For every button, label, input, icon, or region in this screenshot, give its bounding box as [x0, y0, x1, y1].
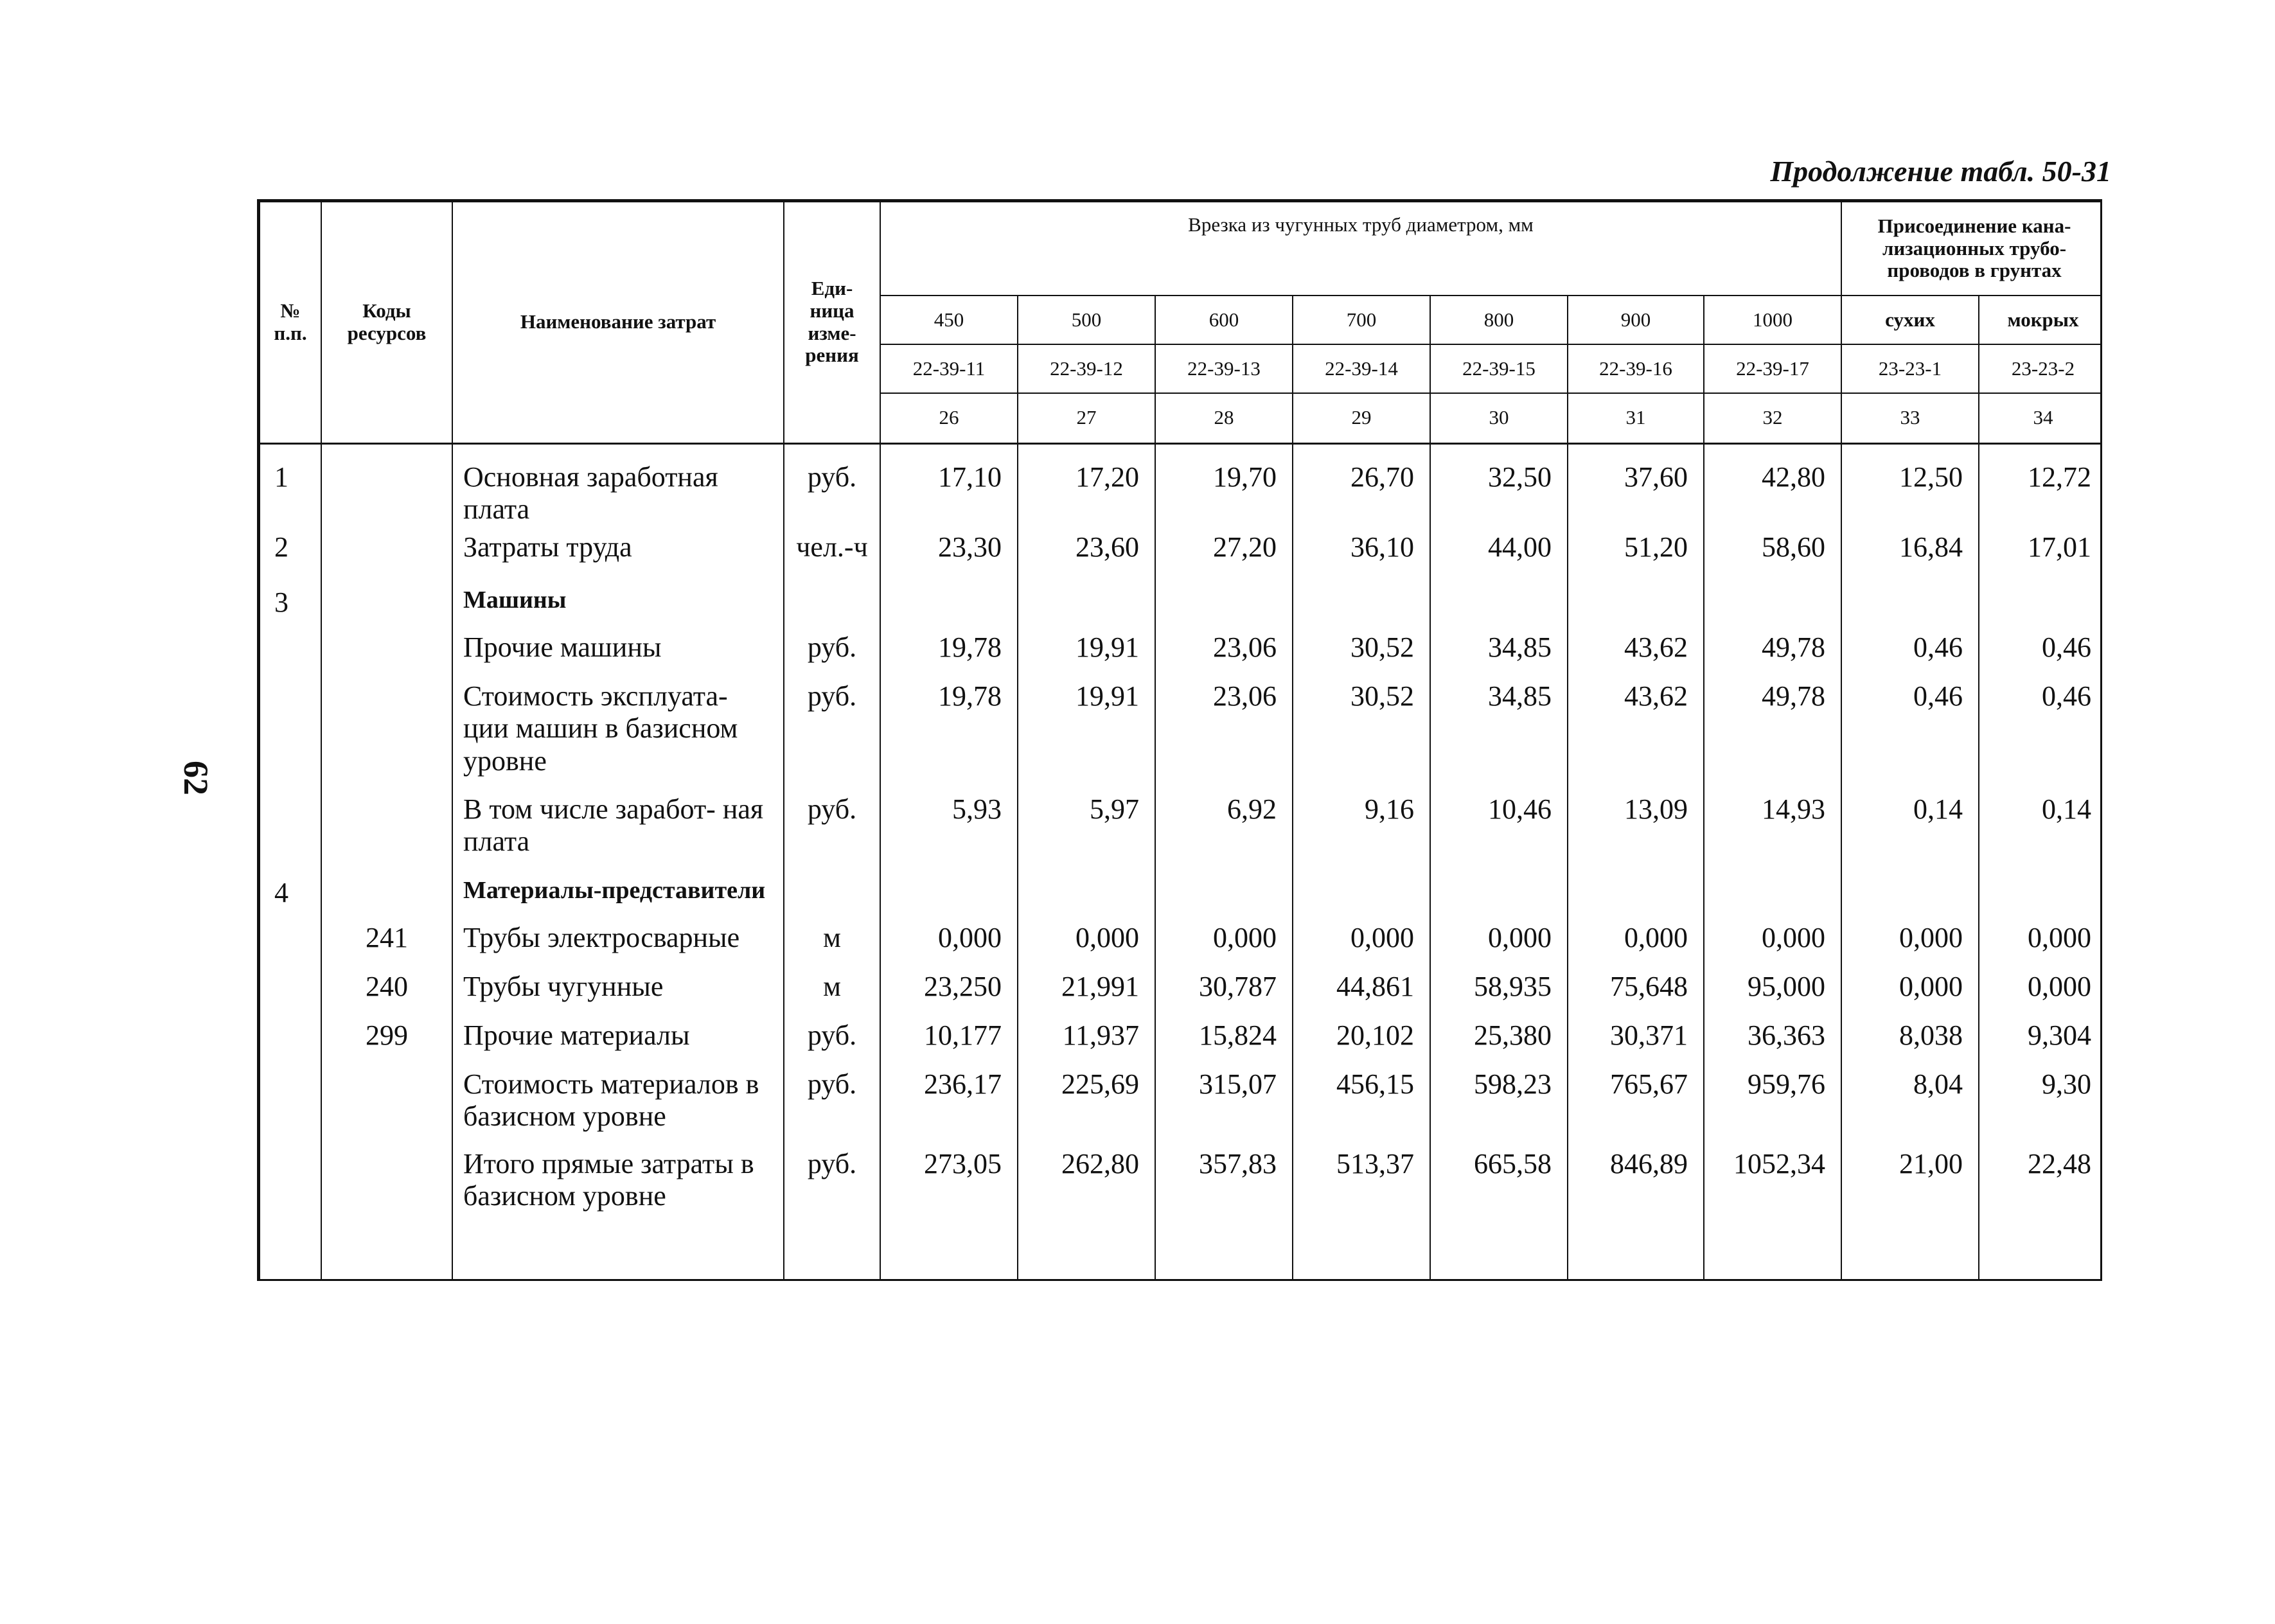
section-heading: Материалы-представители	[452, 874, 784, 919]
cost-name: Трубы чугунные	[452, 968, 784, 1017]
cost-name: Затраты труда	[452, 529, 784, 584]
header-column-number: 28	[1155, 393, 1293, 443]
table-row	[260, 1017, 2102, 1066]
table-row	[260, 968, 2102, 1017]
cost-value: 12,50	[1841, 445, 1979, 529]
cost-value: 44,00	[1430, 529, 1568, 584]
cost-value	[880, 584, 1018, 629]
header-column-code: 23-23-1	[1841, 344, 1979, 393]
cost-value: 16,84	[1841, 529, 1979, 584]
unit-of-measure: руб.	[784, 629, 880, 678]
table-row	[260, 584, 2102, 629]
table-filler-row	[260, 1242, 2102, 1281]
row-number	[260, 968, 321, 1017]
empty-cell	[784, 1242, 880, 1281]
cost-value: 9,30	[1979, 1066, 2102, 1145]
cost-value: 0,46	[1979, 629, 2102, 678]
cost-value: 0,000	[1841, 968, 1979, 1017]
cost-value: 19,78	[880, 629, 1018, 678]
cost-value: 10,46	[1430, 791, 1568, 874]
cost-value: 0,000	[1293, 919, 1430, 968]
cost-value	[1568, 874, 1704, 919]
unit-of-measure: руб.	[784, 1017, 880, 1066]
cost-value	[1293, 584, 1430, 629]
cost-value: 34,85	[1430, 629, 1568, 678]
cost-value	[1293, 874, 1430, 919]
cost-value: 19,91	[1018, 629, 1155, 678]
table-row	[260, 874, 2102, 919]
resource-code	[321, 445, 452, 529]
unit-of-measure: руб.	[784, 678, 880, 791]
resource-code: 240	[321, 968, 452, 1017]
cost-value: 23,06	[1155, 629, 1293, 678]
cost-value: 19,70	[1155, 445, 1293, 529]
cost-value: 34,85	[1430, 678, 1568, 791]
row-number	[260, 1017, 321, 1066]
header-column-number: 31	[1568, 393, 1704, 443]
cost-value: 513,37	[1293, 1145, 1430, 1242]
resource-code	[321, 529, 452, 584]
cost-value: 262,80	[1018, 1145, 1155, 1242]
header-column-number: 32	[1704, 393, 1841, 443]
row-number: 2	[260, 529, 321, 584]
empty-cell	[1155, 1242, 1293, 1281]
cost-value	[1841, 584, 1979, 629]
header-column-number: 30	[1430, 393, 1568, 443]
cost-value: 315,07	[1155, 1066, 1293, 1145]
header-column-number: 33	[1841, 393, 1979, 443]
cost-value: 0,000	[880, 919, 1018, 968]
resource-code: 299	[321, 1017, 452, 1066]
cost-value: 273,05	[880, 1145, 1018, 1242]
unit-of-measure: чел.-ч	[784, 529, 880, 584]
row-number	[260, 629, 321, 678]
cost-value: 0,000	[1979, 919, 2102, 968]
cost-value: 0,46	[1979, 678, 2102, 791]
empty-cell	[1293, 1242, 1430, 1281]
header-column-label: мокрых	[1979, 296, 2102, 344]
cost-value	[1979, 874, 2102, 919]
cost-name: Стоимость материалов в базисном уровне	[452, 1066, 784, 1145]
table-row	[260, 1145, 2102, 1242]
cost-name: Прочие материалы	[452, 1017, 784, 1066]
cost-value: 36,363	[1704, 1017, 1841, 1066]
header-group-pipe-cutting: Врезка из чугунных труб диаметром, мм	[880, 202, 1841, 296]
header-column-code: 22-39-12	[1018, 344, 1155, 393]
cost-value: 95,000	[1704, 968, 1841, 1017]
row-number: 4	[260, 874, 321, 919]
resource-code	[321, 1145, 452, 1242]
cost-value: 37,60	[1568, 445, 1704, 529]
empty-cell	[1018, 1242, 1155, 1281]
header-name: Наименование затрат	[452, 202, 784, 443]
section-heading: Машины	[452, 584, 784, 629]
header-column-label: 500	[1018, 296, 1155, 344]
empty-cell	[321, 1242, 452, 1281]
cost-value: 0,46	[1841, 678, 1979, 791]
cost-value: 665,58	[1430, 1145, 1568, 1242]
cost-value: 23,60	[1018, 529, 1155, 584]
cost-value: 26,70	[1293, 445, 1430, 529]
cost-value: 236,17	[880, 1066, 1018, 1145]
cost-value	[1018, 584, 1155, 629]
cost-value: 43,62	[1568, 678, 1704, 791]
cost-value: 0,000	[1568, 919, 1704, 968]
header-column-code: 22-39-14	[1293, 344, 1430, 393]
unit-of-measure: м	[784, 919, 880, 968]
unit-of-measure	[784, 584, 880, 629]
table-row	[260, 629, 2102, 678]
empty-cell	[1568, 1242, 1704, 1281]
row-number: 1	[260, 445, 321, 529]
header-group-sewer-connection: Присоединение кана- лизационных трубо- проводов в грунтах	[1841, 202, 2102, 296]
cost-value: 8,04	[1841, 1066, 1979, 1145]
resource-code	[321, 629, 452, 678]
cost-value: 456,15	[1293, 1066, 1430, 1145]
header-column-number: 26	[880, 393, 1018, 443]
cost-value: 32,50	[1430, 445, 1568, 529]
cost-value: 11,937	[1018, 1017, 1155, 1066]
resource-code	[321, 678, 452, 791]
row-number	[260, 678, 321, 791]
cost-value	[1841, 874, 1979, 919]
unit-of-measure: руб.	[784, 1145, 880, 1242]
cost-value: 846,89	[1568, 1145, 1704, 1242]
cost-name: Стоимость эксплуата- ции машин в базисном уровне	[452, 678, 784, 791]
cost-value: 19,78	[880, 678, 1018, 791]
empty-cell	[452, 1242, 784, 1281]
unit-of-measure: руб.	[784, 791, 880, 874]
cost-value: 10,177	[880, 1017, 1018, 1066]
unit-of-measure: м	[784, 968, 880, 1017]
header-unit: Еди- ница изме- рения	[784, 202, 880, 443]
cost-value: 20,102	[1293, 1017, 1430, 1066]
cost-value	[1979, 584, 2102, 629]
cost-value	[1018, 874, 1155, 919]
cost-value: 22,48	[1979, 1145, 2102, 1242]
cost-value	[1430, 874, 1568, 919]
cost-value	[1155, 874, 1293, 919]
header-column-number: 34	[1979, 393, 2102, 443]
empty-cell	[1430, 1242, 1568, 1281]
resource-code	[321, 791, 452, 874]
resource-code	[321, 874, 452, 919]
table-row	[260, 529, 2102, 584]
cost-name: В том числе заработ- ная плата	[452, 791, 784, 874]
header-column-label: 700	[1293, 296, 1430, 344]
resource-code	[321, 1066, 452, 1145]
row-number	[260, 919, 321, 968]
cost-value: 357,83	[1155, 1145, 1293, 1242]
row-number	[260, 1145, 321, 1242]
header-codes: Коды ресурсов	[321, 202, 452, 443]
header-column-label: 1000	[1704, 296, 1841, 344]
table-body	[259, 445, 2102, 1282]
cost-value: 43,62	[1568, 629, 1704, 678]
unit-of-measure: руб.	[784, 1066, 880, 1145]
row-number: 3	[260, 584, 321, 629]
cost-value: 0,14	[1979, 791, 2102, 874]
empty-cell	[1979, 1242, 2102, 1281]
row-number	[260, 1066, 321, 1145]
cost-value: 0,000	[1704, 919, 1841, 968]
cost-value: 17,20	[1018, 445, 1155, 529]
cost-value	[1704, 584, 1841, 629]
cost-value: 0,000	[1018, 919, 1155, 968]
header-column-code: 23-23-2	[1979, 344, 2102, 393]
header-column-number: 27	[1018, 393, 1155, 443]
cost-value: 12,72	[1979, 445, 2102, 529]
cost-value: 21,991	[1018, 968, 1155, 1017]
header-column-label: 900	[1568, 296, 1704, 344]
empty-cell	[1841, 1242, 1979, 1281]
cost-value: 0,14	[1841, 791, 1979, 874]
cost-value: 36,10	[1293, 529, 1430, 584]
table-row	[260, 919, 2102, 968]
cost-value: 5,93	[880, 791, 1018, 874]
resource-code: 241	[321, 919, 452, 968]
header-column-label: 800	[1430, 296, 1568, 344]
cost-name: Прочие машины	[452, 629, 784, 678]
cost-value: 58,935	[1430, 968, 1568, 1017]
unit-of-measure: руб.	[784, 445, 880, 529]
cost-table	[257, 199, 2102, 1281]
cost-value: 959,76	[1704, 1066, 1841, 1145]
header-column-code: 22-39-16	[1568, 344, 1704, 393]
unit-of-measure	[784, 874, 880, 919]
cost-value: 49,78	[1704, 629, 1841, 678]
cost-value: 17,01	[1979, 529, 2102, 584]
cost-name: Трубы электросварные	[452, 919, 784, 968]
cost-value: 598,23	[1430, 1066, 1568, 1145]
cost-name: Основная заработная плата	[452, 445, 784, 529]
cost-value: 44,861	[1293, 968, 1430, 1017]
cost-value: 765,67	[1568, 1066, 1704, 1145]
cost-value: 30,371	[1568, 1017, 1704, 1066]
header-column-label: 600	[1155, 296, 1293, 344]
cost-value: 0,000	[1979, 968, 2102, 1017]
table-row	[260, 445, 2102, 529]
header-column-label: 450	[880, 296, 1018, 344]
cost-value: 21,00	[1841, 1145, 1979, 1242]
cost-value: 1052,34	[1704, 1145, 1841, 1242]
empty-cell	[260, 1242, 321, 1281]
cost-value: 5,97	[1018, 791, 1155, 874]
empty-cell	[880, 1242, 1018, 1281]
header-column-code: 22-39-17	[1704, 344, 1841, 393]
cost-value: 225,69	[1018, 1066, 1155, 1145]
cost-value: 19,91	[1018, 678, 1155, 791]
cost-value: 51,20	[1568, 529, 1704, 584]
cost-value: 14,93	[1704, 791, 1841, 874]
cost-value: 23,30	[880, 529, 1018, 584]
cost-value: 15,824	[1155, 1017, 1293, 1066]
cost-value	[1430, 584, 1568, 629]
header-column-label: сухих	[1841, 296, 1979, 344]
cost-value: 42,80	[1704, 445, 1841, 529]
cost-value: 49,78	[1704, 678, 1841, 791]
table-header	[259, 201, 2102, 445]
header-column-code: 22-39-13	[1155, 344, 1293, 393]
cost-value: 30,787	[1155, 968, 1293, 1017]
cost-value: 30,52	[1293, 678, 1430, 791]
row-number	[260, 791, 321, 874]
cost-value: 23,06	[1155, 678, 1293, 791]
cost-value: 8,038	[1841, 1017, 1979, 1066]
cost-value: 27,20	[1155, 529, 1293, 584]
cost-value: 0,000	[1155, 919, 1293, 968]
cost-value: 25,380	[1430, 1017, 1568, 1066]
header-column-code: 22-39-15	[1430, 344, 1568, 393]
cost-value: 9,304	[1979, 1017, 2102, 1066]
cost-value: 13,09	[1568, 791, 1704, 874]
empty-cell	[1704, 1242, 1841, 1281]
cost-value: 6,92	[1155, 791, 1293, 874]
table-row	[260, 678, 2102, 791]
header-column-code: 22-39-11	[880, 344, 1018, 393]
page-number: 62	[177, 761, 215, 795]
table-caption: Продолжение табл. 50-31	[1770, 155, 2111, 188]
cost-name: Итого прямые затраты в базисном уровне	[452, 1145, 784, 1242]
cost-value: 17,10	[880, 445, 1018, 529]
cost-value	[1568, 584, 1704, 629]
cost-value: 9,16	[1293, 791, 1430, 874]
header-num: № п.п.	[260, 202, 321, 443]
header-column-number: 29	[1293, 393, 1430, 443]
cost-value	[1704, 874, 1841, 919]
cost-value	[880, 874, 1018, 919]
resource-code	[321, 584, 452, 629]
cost-value: 0,000	[1430, 919, 1568, 968]
table-row	[260, 791, 2102, 874]
cost-value: 23,250	[880, 968, 1018, 1017]
cost-value: 0,000	[1841, 919, 1979, 968]
table-row	[260, 1066, 2102, 1145]
cost-value	[1155, 584, 1293, 629]
cost-value: 0,46	[1841, 629, 1979, 678]
cost-value: 30,52	[1293, 629, 1430, 678]
cost-value: 58,60	[1704, 529, 1841, 584]
cost-value: 75,648	[1568, 968, 1704, 1017]
